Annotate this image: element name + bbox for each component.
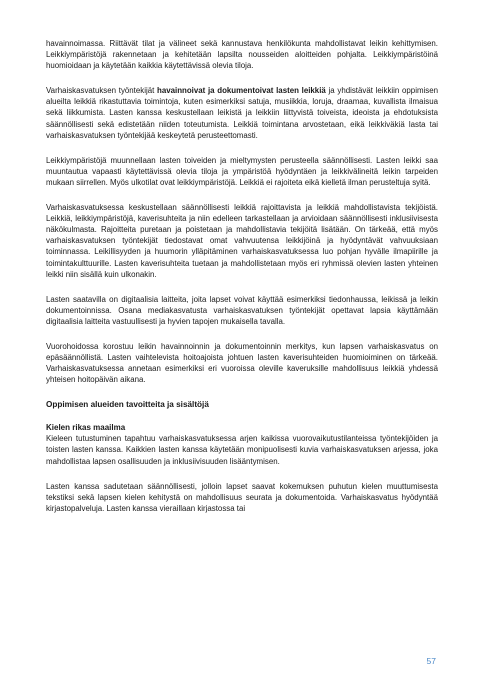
paragraph-play-resources: havainnoimassa. Riittävät tilat ja välineet sekä kannustava henkilökunta mahdollistavat leikin kehittymisen. Leikkiympäristöjä rakennetaan ja kehitetään lapsilta nousseiden aloitteiden pohjalta. Leikkiympäristöinä huomioidaan ja käytetään kaikkia käytettävissä olevia tiloja. <box>46 39 438 71</box>
page-number: 57 <box>426 656 436 666</box>
paragraph-observation <box>46 85 438 140</box>
paragraph-digital-devices: Lasten saatavilla on digitaalisia laitteita, joita lapset voivat käyttää esimerkiksi tiedonhaussa, leikissä ja leikin dokumentoinnissa. Osana mediakasvatusta varhaiskasvatuksen työntekijät opettavat lapsia käyttämään digitaalisia laitteita vastuullisesti ja hyvien tapojen mukaisella tavalla. <box>46 294 438 326</box>
paragraph-inclusion: Varhaiskasvatuksessa keskustellaan säännöllisesti leikkiä rajoittavista ja leikkiä mahdollistavista tekijöistä. Leikkiä, leikkiympäristöjä, kaverisuhteita ja niin edelleen tarkastellaan ja arvioidaan säännöllisesti inklusiivisesta näkökulmasta. Rajoitteita puretaan ja poistetaan ja mahdollistavia tekijöitä lisätään. On tärkeää, että myös varhaiskasvatuksen työntekijät tiedostavat omat vahvuutensa leikkijöinä ja hyödyntävät vahvuuksiaan toiminnassa. Leikillisyyden ja huumorin ylläpitäminen varhaiskasvatuksessa luo pohjan hyvälle ilmapiirille ja toimintakulttuurille. Lasten kaverisuhteita tuetaan ja mahdollistetaan myös eri ryhmissä olevien lasten yhteinen leikki niin sisällä kuin ulkonakin. <box>46 203 438 279</box>
paragraph-storycrafting: Lasten kanssa sadutetaan säännöllisesti, jolloin lapset saavat kokemuksen puhutun kielen muuttumisesta tekstiksi sekä lapsen kielen kehitystä on mahdollisuus seurata ja dokumentoida. Varhaiskasvatus hyödyntää kirjastopalveluja. Lasten kanssa vieraillaan kirjastossa tai <box>46 481 438 513</box>
subsection-heading: Kielen rikas maailma <box>46 423 126 433</box>
document-page <box>46 38 438 528</box>
paragraph-play-environments: Leikkiympäristöjä muunnellaan lasten toiveiden ja mieltymysten perusteella säännöllisesti. Lasten leikki saa muuntautua vapaasti käytettävissä olevia tiloja ja ympäristöä hyödyntäen ja leikkivälineitä leikin tarpeiden mukaan siirrellen. Myös ulkotilat ovat leikkiympäristöjä. Leikkiä ei rajoiteta eikä kielletä ilman perusteltuja syitä. <box>46 155 438 187</box>
paragraph-observation-emphasis: havainnoivat ja dokumentoivat lasten leikkiä <box>157 86 326 96</box>
paragraph-language: Kieleen tutustuminen tapahtuu varhaiskasvatuksessa arjen kaikissa vuorovaikutustilanteissa työntekijöiden ja toisten lasten kanssa. Kaikkien lasten kanssa käytetään monipuolisesti kuvia varhaiskasvatuksen arjessa, joka mahdollistaa lapsen osallisuuden ja inklusiivisuuden lisääntymisen. <box>46 434 438 466</box>
paragraph-observation-rest: ja yhdistävät leikkiin oppimisen alueilta leikkiä rikastuttavia toimintoja, kuten esimerkiksi satuja, musiikkia, loruja, draamaa, kuvallista ilmaisua sekä liikkumista. Lasten kanssa keskustellaan leikistä ja leikkiin liittyvistä toiveista, ideoista ja ehdotuksista säännöllisesti sekä edistetään niiden toteutumista. Leikkiä toimintana arvostetaan, eikä leikkiväkiä lasta tai varhaiskasvatuksen työntekijää keskeytetä perusteettomasti. <box>46 86 438 140</box>
section-heading: Oppimisen alueiden tavoitteita ja sisältöjä <box>46 400 209 410</box>
paragraph-observation-start: Varhaiskasvatuksen työntekijät <box>46 86 158 96</box>
paragraph-shift-care: Vuorohoidossa korostuu leikin havainnoinnin ja dokumentoinnin merkitys, kun lapsen varhaiskasvatus on epäsäännöllistä. Lasten vaihtelevista hoitoajoista johtuen lasten kaverisuhteiden huomioiminen on tärkeää. Varhaiskasvatuksessa annetaan esimerkiksi eri vuoroissa oleville kaveruksille mahdollisuus leikkiä yhdessä yhteisen hoitopäivän aikana. <box>46 341 438 385</box>
